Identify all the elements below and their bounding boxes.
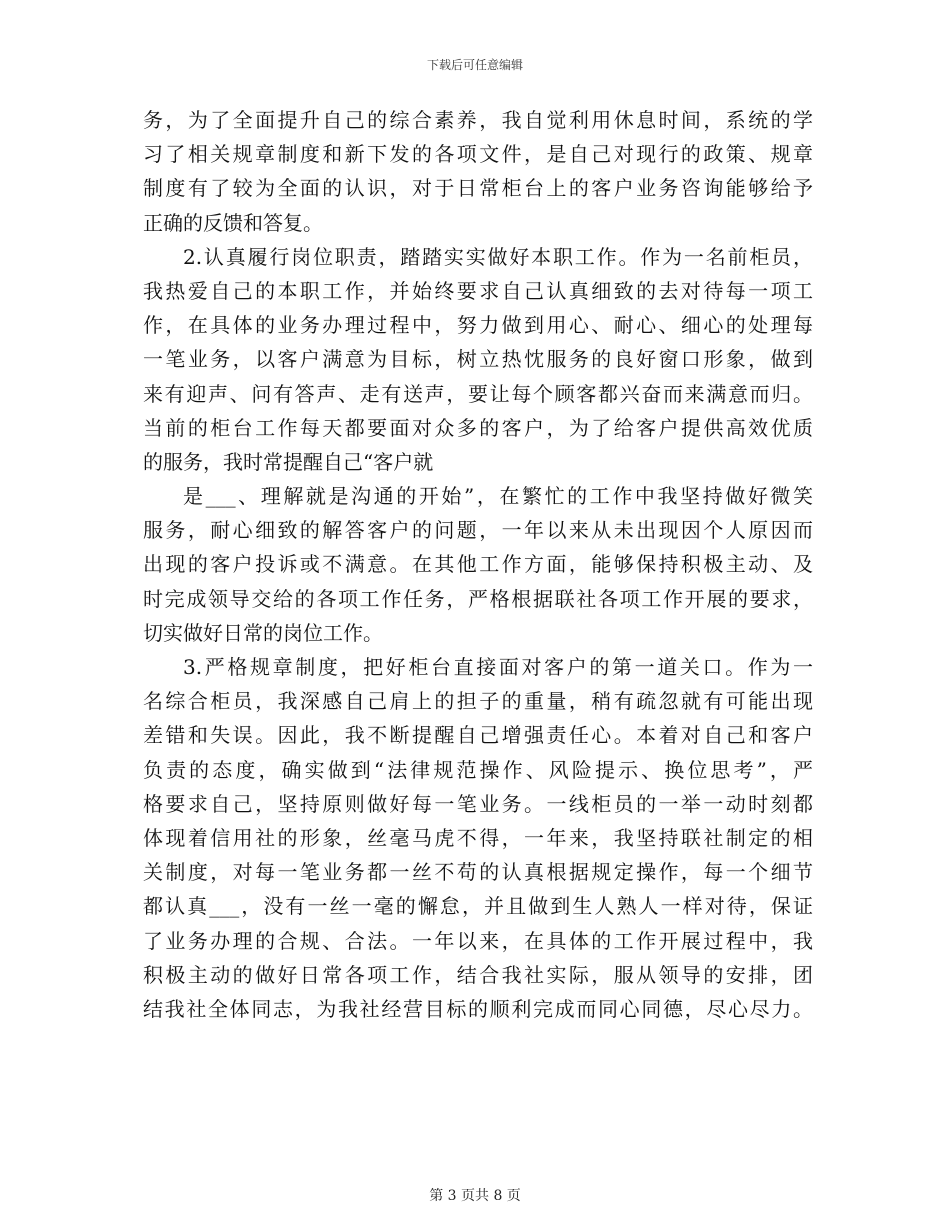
text-line: 格要求自己，坚持原则做好每一笔业务。一线柜员的一举一动时刻都 [143,791,813,816]
text-line: 结我社全体同志，为我社经营目标的顺利完成而同心同德，尽心尽力。 [143,996,813,1021]
text-line: 时完成领导交给的各项工作任务，严格根据联社各项工作开展的要求， [143,586,813,611]
text-line: 作，在具体的业务办理过程中，努力做到用心、耐心、细心的处理每 [143,313,813,338]
text-line: 积极主动的做好日常各项工作，结合我社实际，服从领导的安排，团 [143,962,813,987]
text-line: 3.严格规章制度，把好柜台直接面对客户的第一道关口。作为一 [183,655,813,679]
page-number-footer: 第 3 页共 8 页 [429,1188,521,1204]
text-line: 一笔业务，以客户满意为目标，树立热忱服务的良好窗口形象，做到 [143,347,813,372]
text-line: 差错和失误。因此，我不断提醒自己增强责任心。本着对自己和客户 [143,723,813,748]
text-line: 关制度，对每一笔业务都一丝不苟的认真根据规定操作，每一个细节 [143,860,813,885]
text-line: 当前的柜台工作每天都要面对众多的客户，为了给客户提供高效优质 [143,415,813,440]
text-line: 习了相关规章制度和新下发的各项文件，是自己对现行的政策、规章 [143,142,813,167]
text-line: 出现的客户投诉或不满意。在其他工作方面，能够保持积极主动、及 [143,552,813,577]
text-line: 负责的态度，确实做到“法律规范操作、风险提示、换位思考”，严 [143,757,813,782]
text-line: 服务，耐心细致的解答客户的问题，一年以来从未出现因个人原因而 [143,518,813,543]
document-body [143,103,813,1026]
text-line: 切实做好日常的岗位工作。 [143,620,383,645]
text-line: 了业务办理的合规、合法。一年以来，在具体的工作开展过程中，我 [143,928,813,953]
text-line: 2.认真履行岗位职责，踏踏实实做好本职工作。作为一名前柜员， [183,244,813,269]
text-line: 务，为了全面提升自己的综合素养，我自觉利用休息时间，系统的学 [143,108,813,132]
page-header: 下载后可任意编辑 [426,58,523,72]
text-line: 来有迎声、问有答声、走有送声，要让每个顾客都兴奋而来满意而归。 [143,381,813,406]
text-line: 是___、理解就是沟通的开始”，在繁忙的工作中我坚持做好微笑 [183,484,813,509]
text-line: 体现着信用社的形象，丝毫马虎不得，一年来，我坚持联社制定的相 [143,825,813,850]
text-line: 名综合柜员，我深感自己肩上的担子的重量，稍有疏忽就有可能出现 [143,689,813,714]
text-line: 制度有了较为全面的认识，对于日常柜台上的客户业务咨询能够给予 [143,176,813,201]
text-line: 都认真___，没有一丝一毫的懈怠，并且做到生人熟人一样对待，保证 [143,894,813,919]
text-line: 我热爱自己的本职工作，并始终要求自己认真细致的去对待每一项工 [143,278,813,303]
text-line: 正确的反馈和答复。 [143,210,323,235]
text-line: 的服务，我时常提醒自己“客户就 [143,449,434,474]
